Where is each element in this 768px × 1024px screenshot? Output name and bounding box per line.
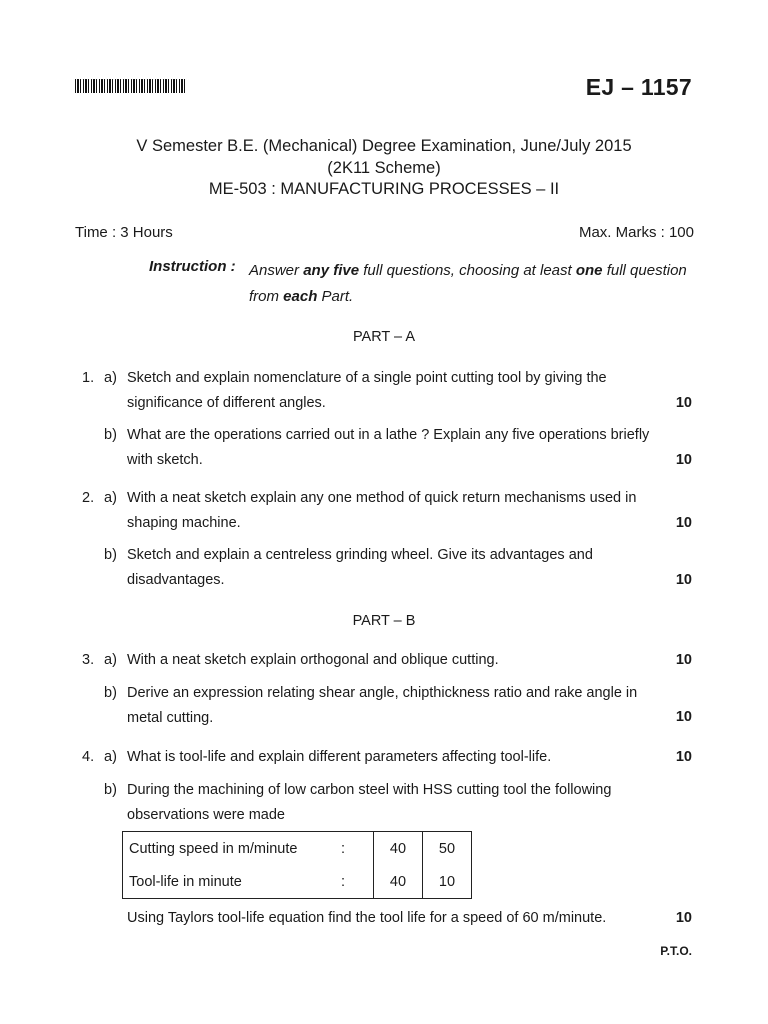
table-row [123,865,472,899]
question-text: Using Taylors tool-life equation find the tool life for a speed of 60 m/minute. [127,910,607,926]
max-marks: Max. Marks : 100 [578,224,694,241]
question-text: During the machining of low carbon steel with HSS cutting tool the following observations were made [127,782,612,823]
page-turn-note: P.T.O. [660,944,692,958]
question-text: What are the operations carried out in a lathe ? Explain any five operations briefly with sketch. [127,427,650,468]
question-marks: 10 [675,395,692,411]
question-marks: 10 [675,910,692,926]
question-number: 4. [82,749,95,765]
table-cell-label: Tool-life in minute [129,873,242,890]
table-cell-value: 40 [374,865,423,899]
sub-question-label: a) [104,652,117,668]
part-b-heading: PART – B [352,613,416,629]
table-cell-label: Cutting speed in m/minute [129,840,298,857]
exam-title: V Semester B.E. (Mechanical) Degree Examination, June/July 2015 [136,137,632,155]
question-number: 1. [82,370,95,386]
observation-table [122,831,472,899]
scheme-label: (2K11 Scheme) [327,159,441,177]
sub-question-label: b) [104,547,117,563]
question-text: What is tool-life and explain different parameters affecting tool-life. [127,749,552,765]
barcode [75,79,187,93]
sub-question-label: a) [104,490,117,506]
table-cell-colon: : [341,840,346,857]
table-row [123,832,472,866]
paper-code: EJ – 1157 [585,74,692,100]
question-marks: 10 [675,652,692,668]
sub-question-label: b) [104,427,117,443]
question-marks: 10 [675,515,692,531]
question-number: 3. [82,652,95,668]
table-cell-value: 40 [374,832,423,866]
exam-duration: Time : 3 Hours [75,224,173,241]
table-cell-value: 10 [423,865,472,899]
question-marks: 10 [675,572,692,588]
subject-title: ME-503 : MANUFACTURING PROCESSES – II [208,180,560,198]
sub-question-label: a) [104,370,117,386]
question-number: 2. [82,490,95,506]
table-cell-colon: : [341,873,346,890]
sub-question-label: b) [104,782,117,798]
table-cell-value: 50 [423,832,472,866]
question-text: With a neat sketch explain any one method of quick return mechanisms used in shaping machine. [127,490,637,531]
instruction-label: Instruction : [149,258,236,275]
question-text: Sketch and explain nomenclature of a single point cutting tool by giving the significance of different angles. [127,370,607,411]
instruction-text: Answer any five full questions, choosing at least one full question from each Part. [249,262,687,305]
question-text: Sketch and explain a centreless grinding wheel. Give its advantages and disadvantages. [127,547,593,588]
question-text: Derive an expression relating shear angle, chipthickness ratio and rake angle in metal cutting. [127,685,638,726]
question-text: With a neat sketch explain orthogonal and oblique cutting. [127,652,499,668]
part-a-heading: PART – A [352,329,416,345]
sub-question-label: a) [104,749,117,765]
sub-question-label: b) [104,685,117,701]
question-marks: 10 [675,749,692,765]
question-marks: 10 [675,709,692,725]
question-marks: 10 [675,452,692,468]
